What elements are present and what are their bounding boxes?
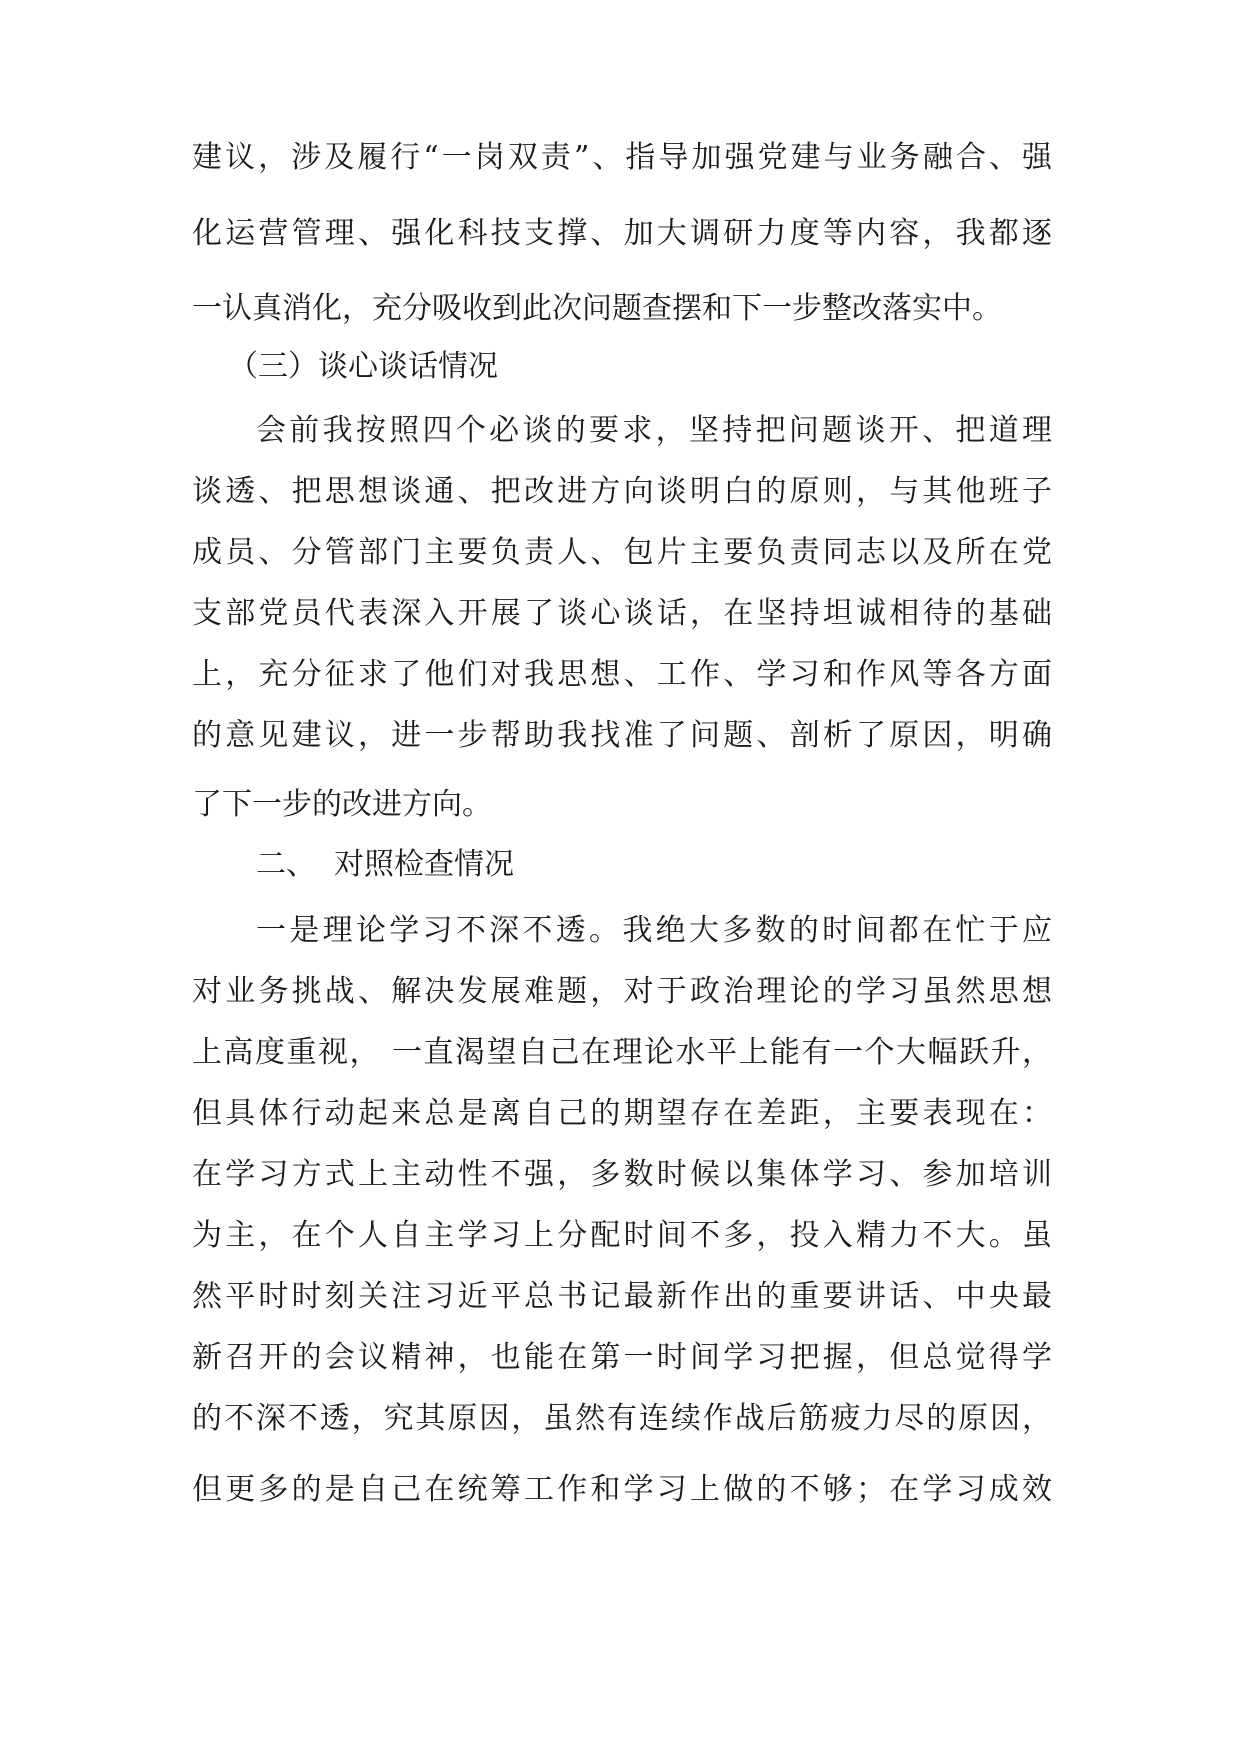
section-heading-number: 二、	[256, 847, 316, 882]
section-heading-title: 对照检查情况	[334, 847, 514, 882]
section-heading-talks: （三）谈心谈话情况	[228, 349, 498, 384]
paragraph-3-line-6: 为主，在个人自主学习上分配时间不多，投入精力不大。虽	[192, 1218, 1052, 1253]
paragraph-3-line-10: 但更多的是自己在统筹工作和学习上做的不够；在学习成效	[192, 1472, 1052, 1507]
paragraph-2-line-4: 支部党员代表深入开展了谈心谈话，在坚持坦诚相待的基础	[192, 596, 1052, 631]
paragraph-3-line-5: 在学习方式上主动性不强，多数时候以集体学习、参加培训	[192, 1157, 1052, 1192]
paragraph-2-line-1: 会前我按照四个必谈的要求，坚持把问题谈开、把道理	[256, 413, 1052, 448]
paragraph-3-line-8: 新召开的会议精神，也能在第一时间学习把握，但总觉得学	[192, 1340, 1052, 1375]
paragraph-1-line-3: 一认真消化，充分吸收到此次问题查摆和下一步整改落实中。	[192, 291, 1002, 326]
paragraph-3-line-1: 一是理论学习不深不透。我绝大多数的时间都在忙于应	[256, 913, 1052, 948]
paragraph-1-line-2: 化运营管理、强化科技支撑、加大调研力度等内容，我都逐	[192, 216, 1052, 251]
paragraph-2-line-5: 上，充分征求了他们对我思想、工作、学习和作风等各方面	[192, 657, 1052, 692]
paragraph-3-line-2: 对业务挑战、解决发展难题，对于政治理论的学习虽然思想	[192, 974, 1052, 1009]
paragraph-3-line-3: 上高度重视， 一直渴望自己在理论水平上能有一个大幅跃升，	[192, 1035, 1052, 1070]
paragraph-2-line-6: 的意见建议，进一步帮助我找准了问题、剖析了原因，明确	[192, 718, 1052, 753]
paragraph-2-line-2: 谈透、把思想谈通、把改进方向谈明白的原则，与其他班子	[192, 474, 1052, 509]
paragraph-2-line-3: 成员、分管部门主要负责人、包片主要负责同志以及所在党	[192, 535, 1052, 570]
paragraph-3-line-9: 的不深不透，究其原因，虽然有连续作战后筋疲力尽的原因，	[192, 1401, 1052, 1436]
paragraph-3-line-4: 但具体行动起来总是离自己的期望存在差距，主要表现在：	[192, 1096, 1052, 1131]
paragraph-1-line-1: 建议，涉及履行“一岗双责”、指导加强党建与业务融合、强	[192, 140, 1052, 175]
paragraph-3-line-7: 然平时时刻关注习近平总书记最新作出的重要讲话、中央最	[192, 1279, 1052, 1314]
paragraph-2-line-7: 了下一步的改进方向。	[192, 787, 492, 822]
